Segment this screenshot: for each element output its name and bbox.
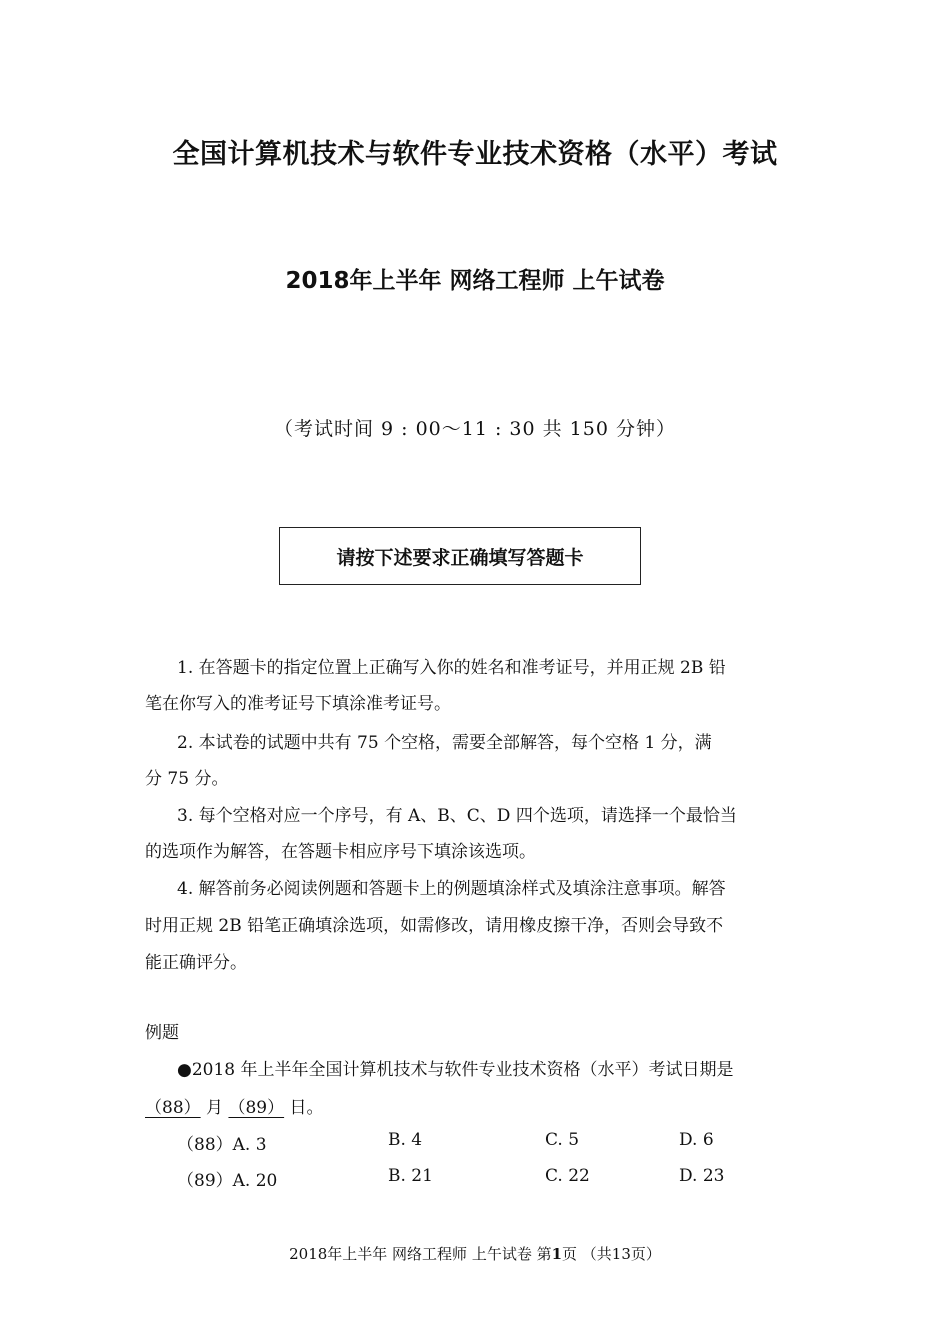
rule-line: 4. 解答前务必阅读例题和答题卡上的例题填涂样式及填涂注意事项。解答	[177, 879, 726, 899]
blank-88: （88）	[145, 1098, 201, 1118]
example-answer-line	[145, 1093, 324, 1118]
footer-page-number: 1	[551, 1245, 563, 1263]
option-89-a: （89）A. 20	[177, 1171, 278, 1191]
example-question-line: ●2018 年上半年全国计算机技术与软件专业技术资格（水平）考试日期是	[177, 1060, 734, 1080]
option-88-c: C. 5	[545, 1130, 580, 1150]
option-88-a: （88）A. 3	[177, 1135, 267, 1155]
option-89-d: D. 23	[679, 1166, 725, 1186]
rule-line: 能正确评分。	[145, 953, 247, 973]
rule-line: 1. 在答题卡的指定位置上正确写入你的姓名和准考证号，并用正规 2B 铅	[177, 658, 726, 678]
option-88-b: B. 4	[388, 1130, 423, 1150]
rule-line: 时用正规 2B 铅笔正确填涂选项，如需修改，请用橡皮擦干净，否则会导致不	[145, 916, 724, 936]
rule-line: 分 75 分。	[145, 769, 229, 789]
notice-box	[279, 527, 641, 585]
month-word: 月	[200, 1098, 229, 1118]
option-88-d: D. 6	[679, 1130, 714, 1150]
sub-title: 2018年上半年 网络工程师 上午试卷	[285, 268, 665, 294]
option-89-c: C. 22	[545, 1166, 590, 1186]
rule-line: 3. 每个空格对应一个序号，有 A、B、C、D 四个选项，请选择一个最恰当	[177, 806, 737, 826]
rule-line: 2. 本试卷的试题中共有 75 个空格，需要全部解答，每个空格 1 分，满	[177, 733, 712, 753]
example-label: 例题	[145, 1023, 179, 1043]
page-footer	[0, 1243, 950, 1264]
footer-suffix: 页 （共13页）	[562, 1245, 661, 1263]
notice-text: 请按下述要求正确填写答题卡	[336, 546, 584, 569]
footer-prefix: 2018年上半年 网络工程师 上午试卷 第	[289, 1245, 552, 1263]
rule-line: 的选项作为解答，在答题卡相应序号下填涂该选项。	[145, 842, 536, 862]
blank-89: （89）	[228, 1098, 285, 1118]
option-89-b: B. 21	[388, 1166, 433, 1186]
exam-time: （考试时间 9 : 00～11 : 30 共 150 分钟）	[273, 418, 676, 440]
main-title: 全国计算机技术与软件专业技术资格（水平）考试	[172, 139, 778, 170]
rule-line: 笔在你写入的准考证号下填涂准考证号。	[145, 694, 451, 714]
day-word: 日。	[284, 1098, 324, 1118]
